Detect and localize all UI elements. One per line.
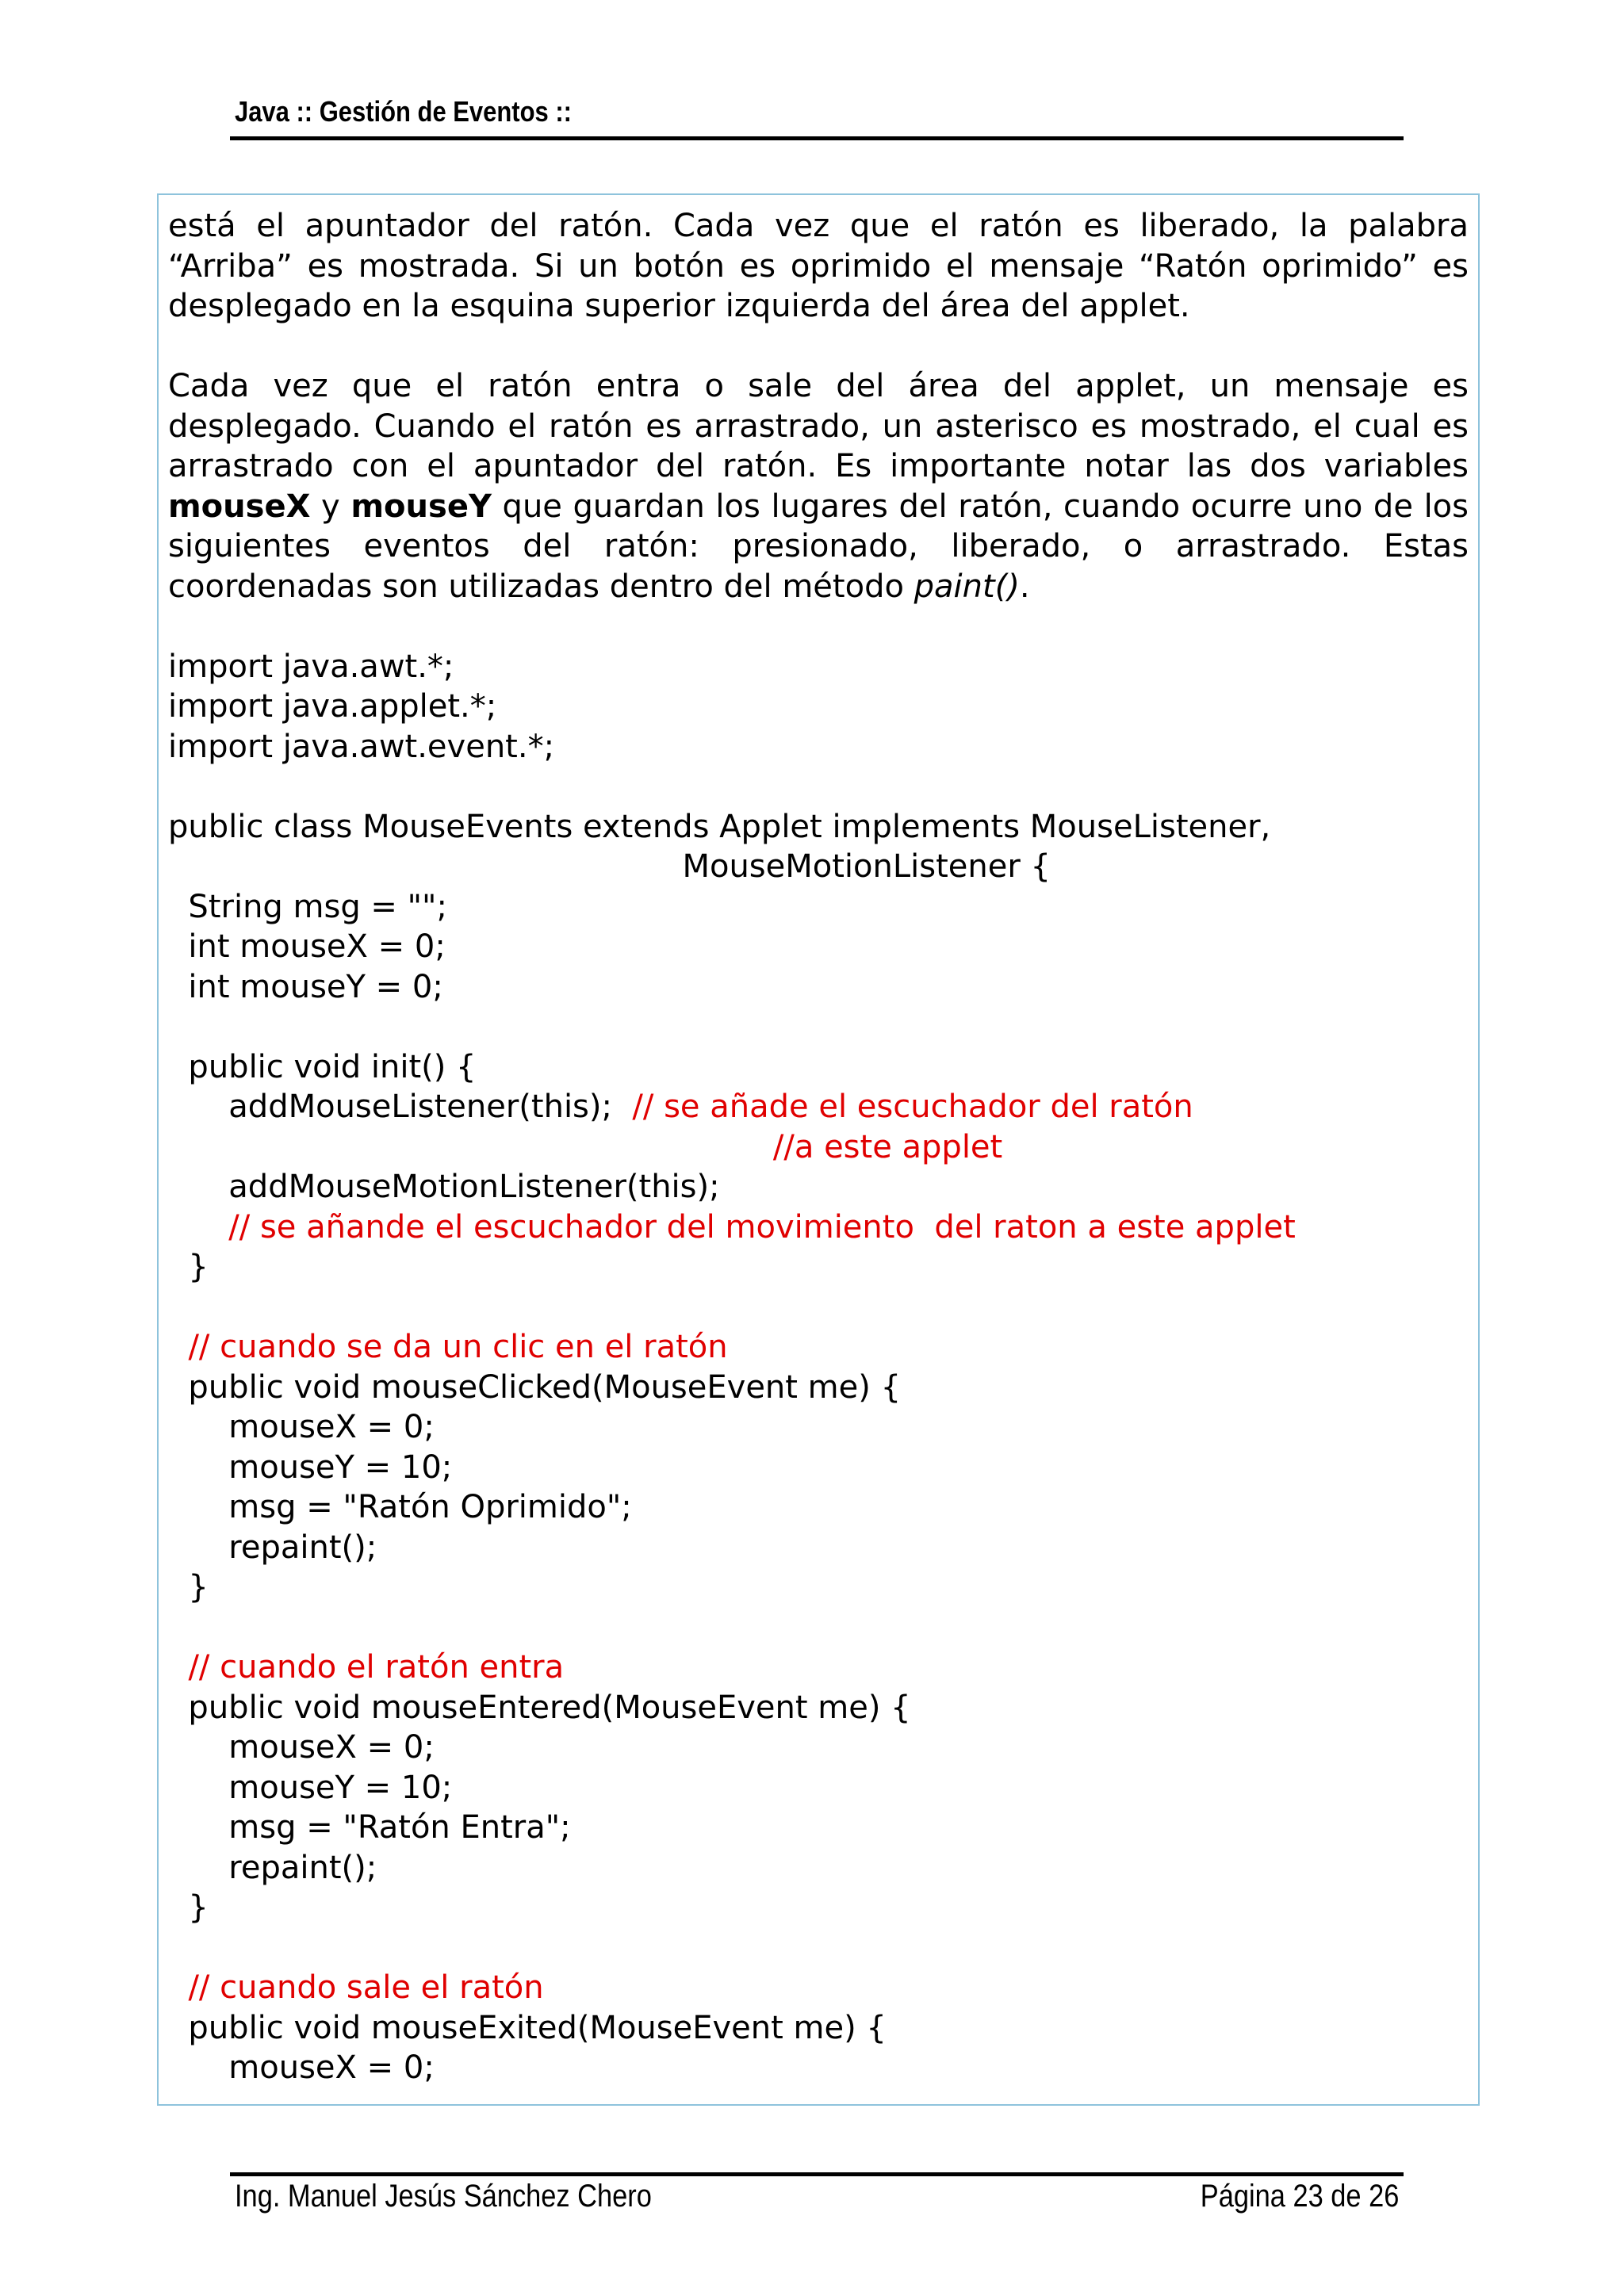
footer-page-number: Página 23 de 26 <box>1200 2179 1399 2214</box>
paragraph-1: está el apuntador del ratón. Cada vez que el ratón es liberado, la palabra “Arriba” es mostrada. Si un botón es oprimido el mensaje “Ratón oprimido” es desplegado en la esquina superior izquierda del área del applet. <box>168 208 1469 324</box>
code-text: mouseX = 0; <box>168 2049 435 2086</box>
code-line <box>168 1888 1469 1928</box>
code-line <box>168 647 1469 687</box>
code-comment: // cuando el ratón entra <box>188 1649 565 1686</box>
code-line <box>168 687 1469 727</box>
code-text: import java.awt.*; <box>168 648 454 685</box>
code-text: mouseX = 0; <box>168 1729 435 1766</box>
code-text: int mouseY = 0; <box>168 968 443 1005</box>
code-text: repaint(); <box>168 1529 377 1566</box>
code-comment: // cuando sale el ratón <box>188 1969 544 2006</box>
code-listing <box>168 647 1469 2088</box>
code-line <box>168 1127 1469 1168</box>
code-comment: //a este applet <box>772 1128 1003 1165</box>
code-text <box>168 1129 773 1165</box>
code-line <box>168 1848 1469 1888</box>
code-line <box>168 927 1469 967</box>
code-comment: // se añade el escuchador del ratón <box>632 1089 1193 1125</box>
code-line <box>168 1007 1469 1047</box>
code-text: mouseY = 10; <box>168 1769 453 1806</box>
code-line <box>168 1808 1469 1848</box>
code-text: addMouseMotionListener(this); <box>168 1169 720 1205</box>
code-text: int mouseX = 0; <box>168 928 446 965</box>
code-line <box>168 1448 1469 1488</box>
code-line <box>168 1327 1469 1368</box>
code-line <box>168 1407 1469 1448</box>
code-line <box>168 1247 1469 1288</box>
code-line <box>168 847 1469 887</box>
code-line <box>168 1728 1469 1768</box>
code-line <box>168 1288 1469 1328</box>
variable-mousey: mouseY <box>350 488 492 525</box>
code-text <box>168 1209 228 1246</box>
code-line <box>168 1567 1469 1608</box>
code-line <box>168 727 1469 767</box>
code-comment: // cuando se da un clic en el ratón <box>188 1329 728 1365</box>
code-text <box>168 1649 188 1686</box>
code-line <box>168 1487 1469 1528</box>
code-line <box>168 1368 1469 1408</box>
code-text: public void init() { <box>168 1048 477 1085</box>
variable-mousex: mouseX <box>168 488 311 525</box>
code-text <box>168 1329 188 1365</box>
code-text: MouseMotionListener { <box>168 848 1051 885</box>
code-text: public void mouseEntered(MouseEvent me) { <box>168 1689 911 1726</box>
code-line <box>168 1047 1469 1088</box>
code-line <box>168 1688 1469 1728</box>
code-comment: // se añande el escuchador del movimiento del raton a este applet <box>228 1208 1296 1246</box>
code-line <box>168 1928 1469 1969</box>
header-divider <box>230 136 1404 140</box>
content-box <box>157 193 1480 2106</box>
code-line <box>168 1087 1469 1127</box>
code-text: public void mouseExited(MouseEvent me) { <box>168 2009 887 2046</box>
content-inner <box>168 206 1469 2088</box>
paragraph-2-end: . <box>1019 568 1030 605</box>
code-text: msg = "Ratón Oprimido"; <box>168 1489 632 1525</box>
code-text: } <box>168 1249 209 1285</box>
paragraph-2-text-b: y <box>310 488 351 525</box>
code-line <box>168 1768 1469 1808</box>
code-text: public class MouseEvents extends Applet implements MouseListener, <box>168 808 1271 845</box>
code-text: import java.awt.event.*; <box>168 728 555 765</box>
header-title: Java :: Gestión de Eventos :: <box>235 95 572 128</box>
code-text: msg = "Ratón Entra"; <box>168 1809 571 1846</box>
code-line <box>168 887 1469 928</box>
code-text: mouseX = 0; <box>168 1409 435 1445</box>
code-line <box>168 1528 1469 1568</box>
footer-divider <box>230 2172 1404 2176</box>
code-text: addMouseListener(this); <box>168 1089 633 1125</box>
footer-author: Ing. Manuel Jesús Sánchez Chero <box>235 2179 652 2214</box>
paragraph-2-text-c: que guardan los lugares del ratón, cuando ocurre uno de los siguientes eventos del ratón: presionado, liberado, o arrastrado. Estas coordenadas son utilizadas dentro del método <box>168 488 1469 605</box>
paragraph-2 <box>168 366 1469 607</box>
code-line <box>168 1167 1469 1207</box>
code-line <box>168 1207 1469 1248</box>
code-text: repaint(); <box>168 1849 377 1886</box>
method-paint: paint() <box>914 568 1020 605</box>
code-line <box>168 2048 1469 2088</box>
code-text: import java.applet.*; <box>168 688 497 725</box>
code-line <box>168 1968 1469 2008</box>
code-line <box>168 807 1469 848</box>
code-line <box>168 767 1469 807</box>
code-text: public void mouseClicked(MouseEvent me) { <box>168 1368 902 1406</box>
code-text: String msg = ""; <box>168 888 447 925</box>
code-line <box>168 1608 1469 1648</box>
code-text: mouseY = 10; <box>168 1448 453 1486</box>
paragraph-2-text-a: Cada vez que el ratón entra o sale del área del applet, un mensaje es desplegado. Cuando el ratón es arrastrado, un asterisco es mostrado, el cual es arrastrado con el apuntador del ratón. Es importante notar las dos variables <box>168 368 1469 484</box>
code-text <box>168 1969 188 2006</box>
code-text: } <box>168 1569 209 1605</box>
code-text: } <box>168 1889 209 1926</box>
code-line <box>168 2008 1469 2049</box>
code-line <box>168 1647 1469 1688</box>
code-line <box>168 967 1469 1008</box>
